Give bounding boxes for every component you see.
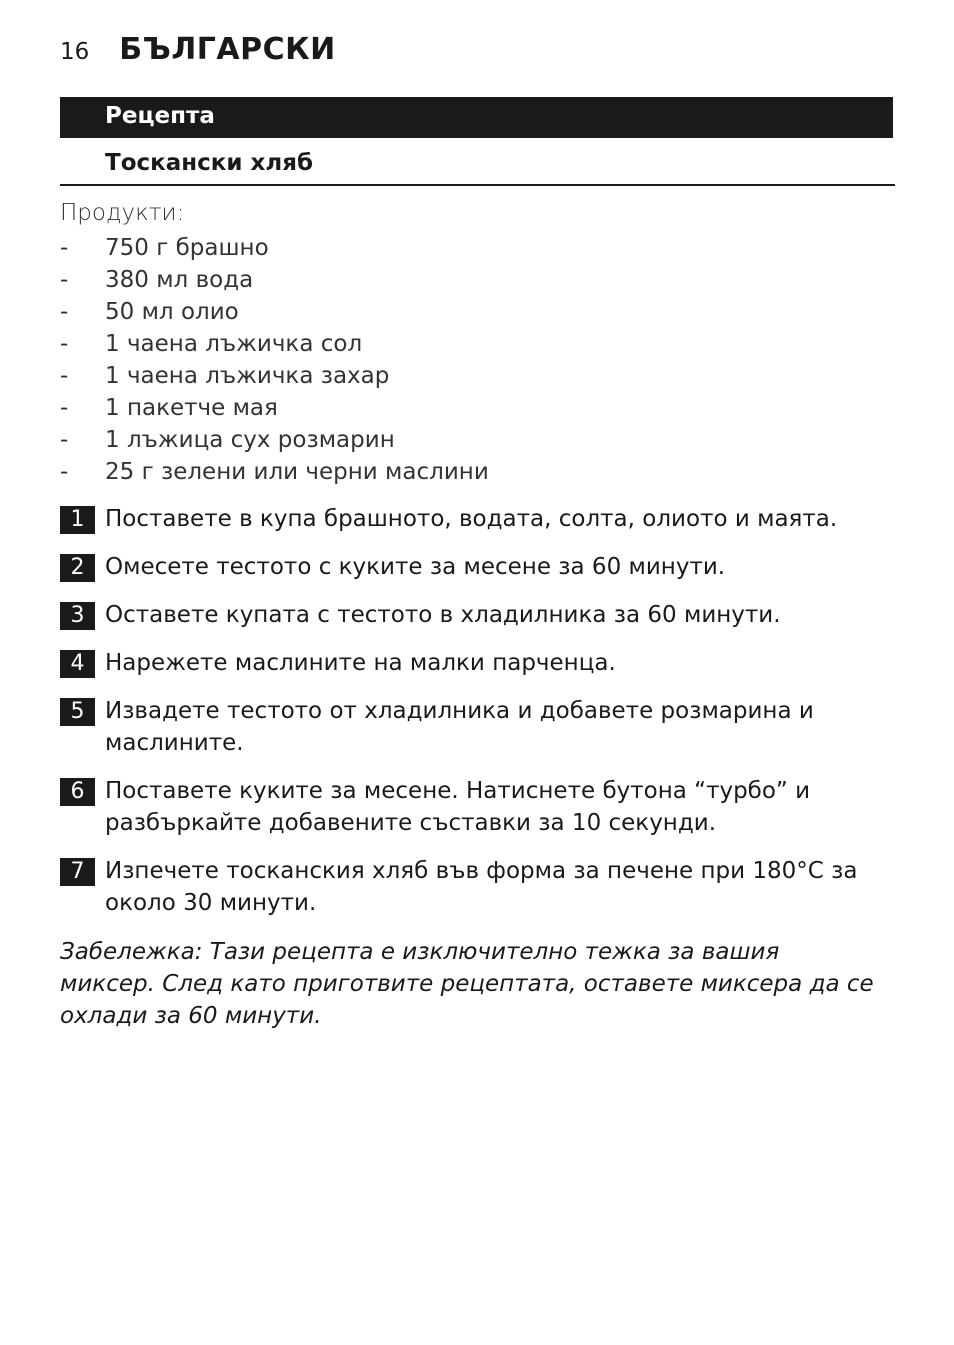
recipe-title: Тоскански хляб bbox=[105, 150, 314, 176]
step-text: Извадете тестото от хладилника и добавете розмарина и маслините. bbox=[105, 698, 814, 756]
ingredient-item bbox=[60, 264, 489, 296]
ingredient-text: 1 чаена лъжичка сол bbox=[105, 331, 363, 357]
ingredient-text: 1 чаена лъжичка захар bbox=[105, 363, 390, 389]
ingredient-text: 25 г зелени или черни маслини bbox=[105, 459, 489, 485]
step-item bbox=[60, 503, 860, 535]
ingredient-text: 380 мл вода bbox=[105, 267, 254, 293]
step-item bbox=[60, 855, 860, 919]
step-number: 2 bbox=[60, 554, 95, 582]
step-item bbox=[60, 647, 860, 679]
step-text: Поставете в купа брашното, водата, солта, олиото и маята. bbox=[105, 506, 838, 532]
section-title: Рецепта bbox=[105, 103, 215, 129]
ingredient-item bbox=[60, 232, 489, 264]
ingredient-text: 750 г брашно bbox=[105, 235, 269, 261]
list-dash: - bbox=[60, 235, 69, 261]
list-dash: - bbox=[60, 267, 69, 293]
page-number: 16 bbox=[60, 39, 90, 65]
ingredient-item bbox=[60, 424, 489, 456]
step-text: Оставете купата с тестото в хладилника за 60 минути. bbox=[105, 602, 781, 628]
step-number: 4 bbox=[60, 650, 95, 678]
step-item bbox=[60, 775, 860, 839]
ingredient-item bbox=[60, 360, 489, 392]
language-title: БЪЛГАРСКИ bbox=[119, 32, 336, 67]
step-number: 5 bbox=[60, 698, 95, 726]
list-dash: - bbox=[60, 299, 69, 325]
ingredient-text: 1 пакетче мая bbox=[105, 395, 278, 421]
ingredients-heading: Продукти: bbox=[60, 200, 185, 226]
ingredient-item bbox=[60, 456, 489, 488]
step-number: 7 bbox=[60, 858, 95, 886]
ingredients-list bbox=[60, 232, 489, 488]
list-dash: - bbox=[60, 363, 69, 389]
ingredient-item bbox=[60, 392, 489, 424]
step-item bbox=[60, 695, 860, 759]
page-header bbox=[60, 32, 336, 76]
section-bar bbox=[60, 97, 893, 138]
step-text: Омесете тестото с куките за месене за 60 минути. bbox=[105, 554, 726, 580]
list-dash: - bbox=[60, 331, 69, 357]
step-number: 3 bbox=[60, 602, 95, 630]
steps-list bbox=[60, 503, 860, 935]
step-text: Нарежете маслините на малки парченца. bbox=[105, 650, 616, 676]
step-text: Поставете куките за месене. Натиснете бутона “турбо” и разбъркайте добавените съставки за 10 секунди. bbox=[105, 778, 811, 836]
ingredient-text: 50 мл олио bbox=[105, 299, 239, 325]
ingredient-text: 1 лъжица сух розмарин bbox=[105, 427, 395, 453]
step-number: 1 bbox=[60, 506, 95, 534]
recipe-title-rule bbox=[60, 184, 895, 186]
recipe-note: Забележка: Тази рецепта е изключително тежка за вашия миксер. След като приготвите рецептата, оставете миксера да се охлади за 60 минути. bbox=[60, 939, 874, 1029]
step-number: 6 bbox=[60, 778, 95, 806]
step-item bbox=[60, 599, 860, 631]
ingredient-item bbox=[60, 328, 489, 360]
list-dash: - bbox=[60, 459, 69, 485]
step-text: Изпечете тосканския хляб във форма за печене при 180°C за около 30 минути. bbox=[105, 858, 858, 916]
ingredient-item bbox=[60, 296, 489, 328]
list-dash: - bbox=[60, 395, 69, 421]
list-dash: - bbox=[60, 427, 69, 453]
step-item bbox=[60, 551, 860, 583]
